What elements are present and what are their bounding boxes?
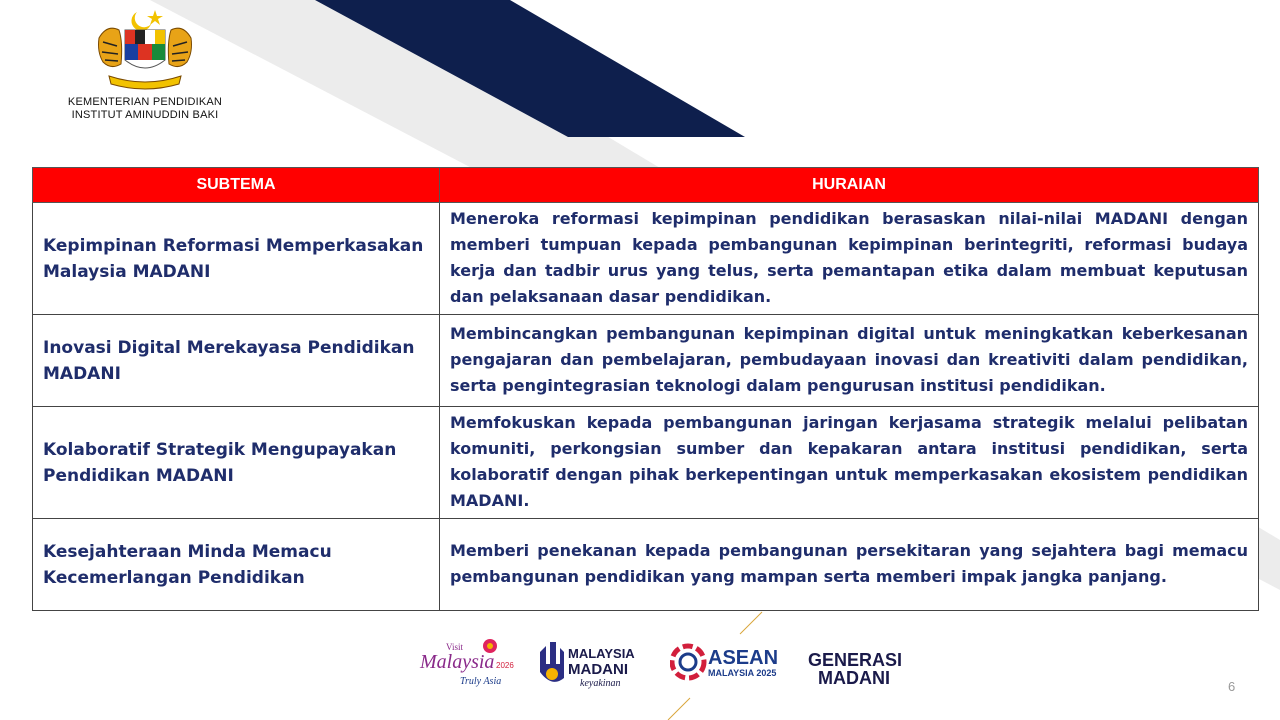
madani-word: MADANI (568, 661, 628, 678)
partner-logos (418, 634, 918, 694)
malaysia-2025-word: MALAYSIA 2025 (708, 668, 777, 678)
subtema-cell: Kepimpinan Reformasi Memperkasakan Malaysia MADANI (33, 203, 440, 315)
huraian-cell: Membincangkan pembangunan kepimpinan digital untuk meningkatkan keberkesanan pengajaran dan pembelajaran, pembudayaan inovasi dan kreativiti dalam pendidikan, serta pengintegrasian teknologi dalam pengurusan institusi pendidikan. (440, 315, 1259, 407)
column-header-huraian: HURAIAN (440, 168, 1259, 203)
visit-word: Visit (446, 642, 463, 652)
huraian-cell: Meneroka reformasi kepimpinan pendidikan berasaskan nilai-nilai MADANI dengan memberi tumpuan kepada pembangunan kepimpinan berintegriti, reformasi budaya kerja dan tadbir urus yang telus, serta pemantapan etika dalam membuat keputusan dan pelaksanaan dasar pendidikan. (440, 203, 1259, 315)
table-header-row (33, 168, 1259, 203)
visit-malaysia-2026-logo (418, 634, 516, 690)
subtema-cell: Kolaboratif Strategik Mengupayakan Pendidikan MADANI (33, 407, 440, 519)
asean-word: ASEAN (708, 647, 779, 669)
madani-word: MADANI (818, 668, 890, 688)
year-2026: 2026 (496, 661, 514, 670)
gold-accent-line (740, 612, 762, 634)
keyakinan-word: keyakinan (580, 678, 621, 689)
table-row (33, 315, 1259, 407)
subtema-cell: Inovasi Digital Merekayasa Pendidikan MADANI (33, 315, 440, 407)
malaysia-madani-logo (536, 634, 646, 690)
ministry-name: KEMENTERIAN PENDIDIKAN (67, 96, 223, 108)
asean-emblem-icon (672, 646, 704, 678)
table-row (33, 407, 1259, 519)
asean-malaysia-2025-logo (670, 634, 788, 690)
table-row (33, 203, 1259, 315)
subtheme-table (32, 167, 1259, 611)
truly-asia: Truly Asia (460, 676, 502, 687)
generasi-madani-logo (806, 634, 910, 690)
institute-name: INSTITUT AMINUDDIN BAKI (71, 109, 219, 121)
generasi-word: GENERASI (808, 650, 903, 670)
malaysia-coat-of-arms-icon (93, 8, 197, 92)
table-row (33, 519, 1259, 611)
huraian-cell: Memfokuskan kepada pembangunan jaringan kerjasama strategik melalui pelibatan komuniti, perkongsian sumber dan kepakaran antara institusi pendidikan, serta kolaboratif dengan pihak berkepentingan untuk memperkasakan ekosistem pendidikan MADANI. (440, 407, 1259, 519)
column-header-subtema: SUBTEMA (33, 168, 440, 203)
malaysia-word: MALAYSIA (568, 646, 635, 661)
malaysia-word: Malaysia (420, 651, 495, 673)
huraian-cell: Memberi penekanan kepada pembangunan persekitaran yang sejahtera bagi memacu pembangunan pendidikan yang mampan serta memberi impak jangka panjang. (440, 519, 1259, 611)
subtema-cell: Kesejahteraan Minda Memacu Kecemerlangan Pendidikan (33, 519, 440, 611)
gold-accent-line (668, 698, 690, 720)
institution-header (40, 8, 250, 122)
page-number: 6 (1228, 679, 1236, 694)
